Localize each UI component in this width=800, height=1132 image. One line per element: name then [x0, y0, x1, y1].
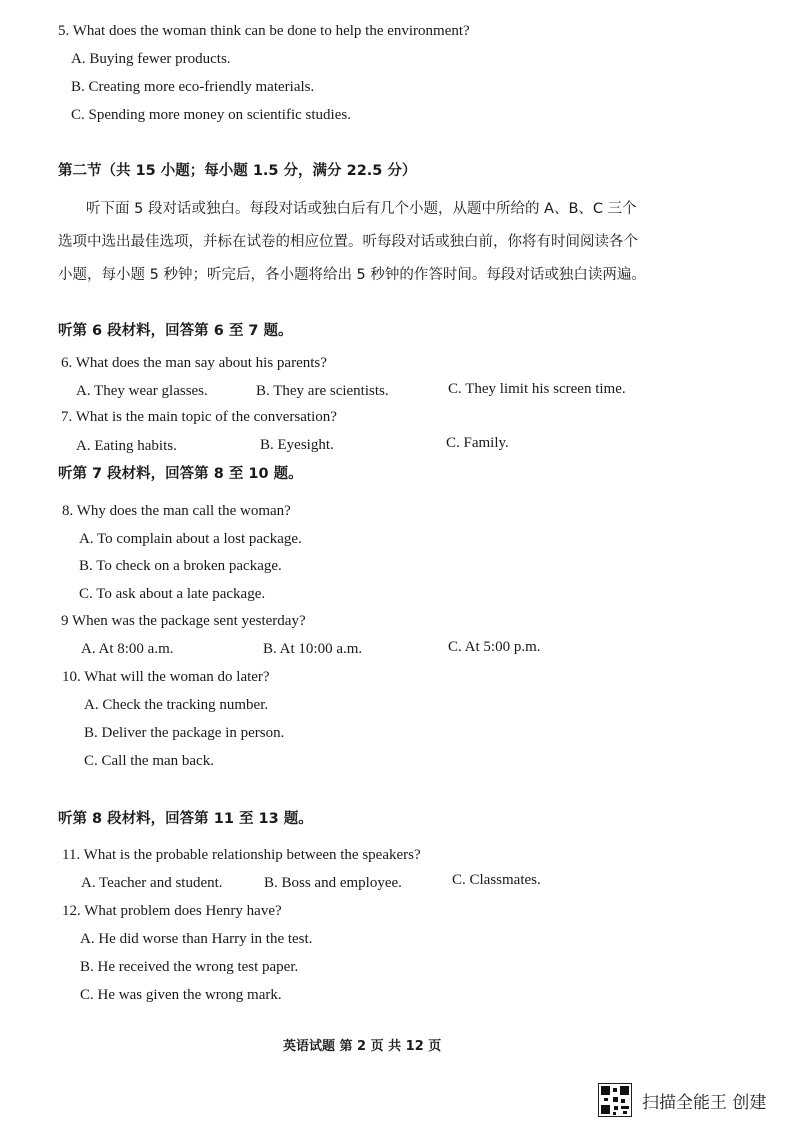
- q11-option-b: B. Boss and employee.: [264, 875, 402, 891]
- q12-stem: 12. What problem does Henry have?: [62, 903, 282, 919]
- q12-option-a: A. He did worse than Harry in the test.: [80, 931, 313, 947]
- section2-heading: 第二节（共 15 小题；每小题 1.5 分，满分 22.5 分）: [58, 163, 417, 179]
- q11-option-a: A. Teacher and student.: [81, 875, 223, 891]
- q7-option-b: B. Eyesight.: [260, 437, 334, 453]
- q5-option-b: B. Creating more eco-friendly materials.: [71, 79, 315, 95]
- q8-option-a: A. To complain about a lost package.: [79, 531, 302, 547]
- q7-option-c: C. Family.: [446, 435, 509, 451]
- q6-option-b: B. They are scientists.: [256, 383, 389, 399]
- material-7-label: 听第 7 段材料，回答第 8 至 10 题。: [58, 466, 303, 482]
- q11-option-c: C. Classmates.: [452, 872, 541, 888]
- material-8-label: 听第 8 段材料，回答第 11 至 13 题。: [58, 811, 313, 827]
- q5-option-c: C. Spending more money on scientific studies.: [71, 107, 351, 123]
- q9-option-a: A. At 8:00 a.m.: [81, 641, 174, 657]
- q10-option-b: B. Deliver the package in person.: [84, 725, 285, 741]
- q9-option-c: C. At 5:00 p.m.: [448, 639, 541, 655]
- q6-stem: 6. What does the man say about his parents?: [61, 355, 327, 371]
- q12-option-b: B. He received the wrong test paper.: [80, 959, 299, 975]
- section2-instruction-2: 选项中选出最佳选项，并标在试卷的相应位置。听每段对话或独白前，你将有时间阅读各个: [58, 234, 638, 250]
- qr-code-icon: [598, 1083, 632, 1117]
- q5-option-a: A. Buying fewer products.: [71, 51, 231, 67]
- q8-option-c: C. To ask about a late package.: [79, 586, 266, 602]
- page-footer: 英语试题 第 2 页 共 12 页: [283, 1039, 442, 1054]
- q6-option-a: A. They wear glasses.: [76, 383, 208, 399]
- q7-stem: 7. What is the main topic of the conversation?: [61, 409, 337, 425]
- q6-option-c: C. They limit his screen time.: [448, 381, 626, 397]
- q10-option-c: C. Call the man back.: [84, 753, 214, 769]
- q9-option-b: B. At 10:00 a.m.: [263, 641, 363, 657]
- q9-stem: 9 When was the package sent yesterday?: [61, 613, 306, 629]
- q5-stem: 5. What does the woman think can be done to help the environment?: [58, 23, 470, 39]
- material-6-label: 听第 6 段材料，回答第 6 至 7 题。: [58, 323, 293, 339]
- section2-instruction-1: 听下面 5 段对话或独白。每段对话或独白后有几个小题，从题中所给的 A、B、C 三个: [86, 201, 637, 217]
- q10-option-a: A. Check the tracking number.: [84, 697, 269, 713]
- q11-stem: 11. What is the probable relationship between the speakers?: [62, 847, 421, 863]
- q7-option-a: A. Eating habits.: [76, 438, 177, 454]
- q10-stem: 10. What will the woman do later?: [62, 669, 270, 685]
- scanner-watermark: [598, 1083, 766, 1117]
- q12-option-c: C. He was given the wrong mark.: [80, 987, 282, 1003]
- q8-stem: 8. Why does the man call the woman?: [62, 503, 291, 519]
- q8-option-b: B. To check on a broken package.: [79, 558, 282, 574]
- watermark-text: 扫描全能王 创建: [642, 1092, 767, 1113]
- section2-instruction-3: 小题，每小题 5 秒钟；听完后，各小题将给出 5 秒钟的作答时间。每段对话或独白读两遍。: [58, 267, 646, 283]
